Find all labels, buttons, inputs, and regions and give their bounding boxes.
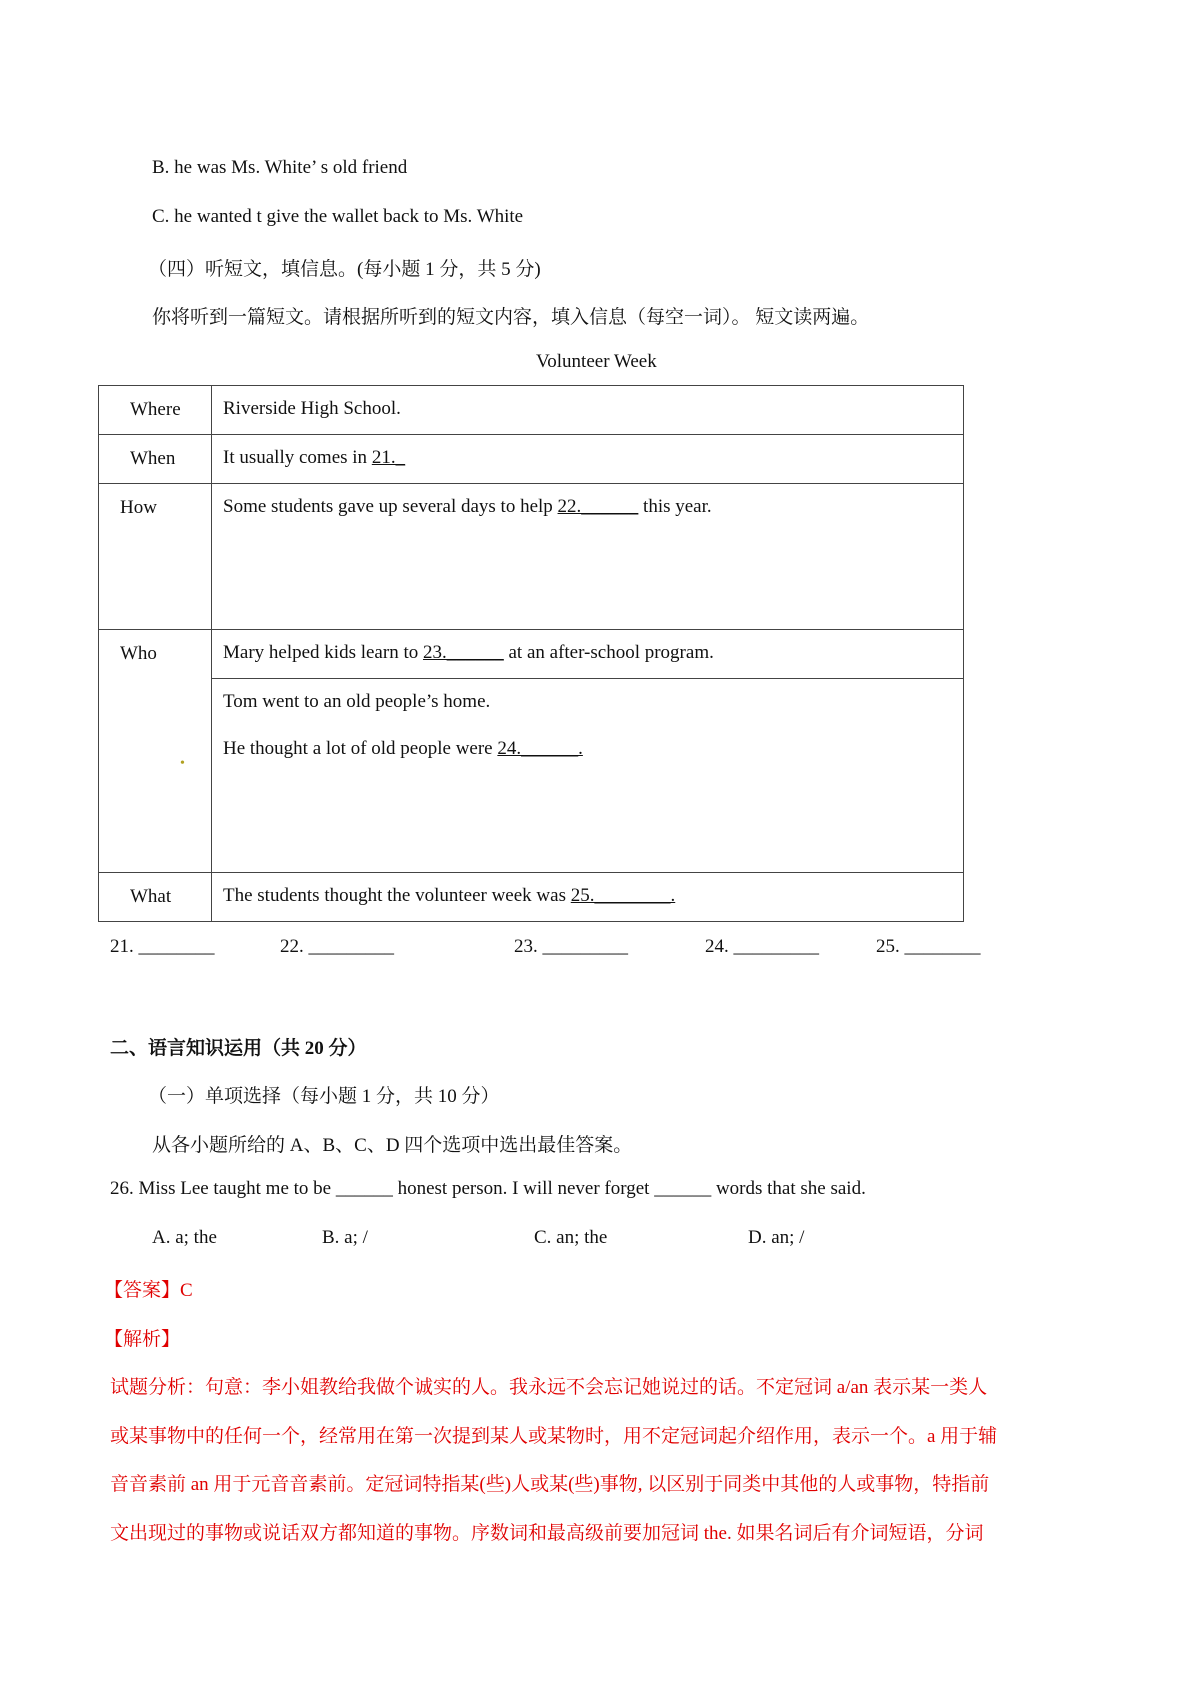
- row-what: [99, 873, 964, 922]
- who-line-2: Tom went to an old people’s home.: [223, 691, 491, 712]
- blank-21[interactable]: 21._: [371, 447, 406, 468]
- row-label: What: [130, 886, 172, 907]
- option-b: B. he was Ms. White’ s old friend: [152, 157, 408, 178]
- answer-blank-24[interactable]: 24. _________: [705, 936, 819, 957]
- q26-option-d: D. an; /: [748, 1227, 805, 1248]
- analysis-line: 试题分析：句意：李小姐教给我做个诚实的人。我永远不会忘记她说过的话。不定冠词 a/an 表示某一类人: [110, 1377, 988, 1398]
- content-cell: [212, 630, 964, 679]
- blank-25[interactable]: 25.________.: [570, 885, 676, 906]
- row-how: [99, 484, 964, 630]
- content-cell: [212, 679, 964, 873]
- blank-23[interactable]: 23.______: [422, 642, 504, 663]
- answer-label: 【答案】C: [104, 1280, 193, 1301]
- analysis-line: 音音素前 an 用于元音音素前。定冠词特指某(些)人或某(些)事物, 以区别于同类中其他的人或事物，特指前: [110, 1474, 990, 1495]
- row-label: Where: [130, 399, 181, 420]
- section2-subheading: （一）单项选择（每小题 1 分，共 10 分）: [148, 1086, 500, 1107]
- blank-22[interactable]: 22.______: [557, 496, 639, 517]
- row-who: [99, 630, 964, 679]
- stray-dot: •: [180, 756, 185, 771]
- row-label: How: [120, 497, 157, 518]
- who-text-after: at an after-school program.: [503, 642, 714, 663]
- analysis-line: 文出现过的事物或说话双方都知道的事物。序数词和最高级前要加冠词 the. 如果名词后有介词短语，分词: [110, 1523, 984, 1544]
- answer-blank-23[interactable]: 23. _________: [514, 936, 628, 957]
- q26-option-b: B. a; /: [322, 1227, 368, 1248]
- label-cell: [99, 484, 212, 630]
- section2-instruction: 从各小题所给的 A、B、C、D 四个选项中选出最佳答案。: [152, 1135, 633, 1156]
- info-table: [98, 385, 964, 922]
- what-text: The students thought the volunteer week was: [223, 885, 571, 906]
- answer-blank-22[interactable]: 22. _________: [280, 936, 394, 957]
- section2-heading: 二、语言知识运用（共 20 分）: [110, 1038, 367, 1059]
- who-line-3-text: He thought a lot of old people were: [223, 738, 498, 759]
- content-cell: [212, 873, 964, 922]
- content-cell: [212, 386, 964, 435]
- section4-instruction: 你将听到一篇短文。请根据所听到的短文内容，填入信息（每空一词）。 短文读两遍。: [152, 307, 870, 328]
- how-text: Some students gave up several days to help: [223, 496, 558, 517]
- answer-blank-25[interactable]: 25. ________: [876, 936, 981, 957]
- q26-stem: 26. Miss Lee taught me to be ______ honest person. I will never forget ______ words that she said.: [110, 1178, 866, 1199]
- row-when: [99, 435, 964, 484]
- where-text: Riverside High School.: [223, 398, 401, 419]
- how-text-after: this year.: [638, 496, 712, 517]
- analysis-line: 或某事物中的任何一个，经常用在第一次提到某人或某物时，用不定冠词起介绍作用，表示一个。a 用于辅: [110, 1426, 998, 1447]
- section4-heading: （四）听短文，填信息。(每小题 1 分，共 5 分): [148, 259, 541, 280]
- q26-option-a: A. a; the: [152, 1227, 217, 1248]
- when-text: It usually comes in: [223, 447, 372, 468]
- row-who-2: [99, 679, 964, 873]
- q26-option-c: C. an; the: [534, 1227, 608, 1248]
- analysis-label: 【解析】: [104, 1329, 181, 1350]
- option-c: C. he wanted t give the wallet back to Ms. White: [152, 206, 524, 227]
- label-cell: [99, 386, 212, 435]
- answer-blank-21[interactable]: 21. ________: [110, 936, 215, 957]
- who-line-3: [223, 738, 963, 760]
- row-label: Who: [120, 643, 157, 664]
- content-cell: [212, 484, 964, 630]
- table-title: Volunteer Week: [536, 351, 657, 372]
- label-cell: [99, 435, 212, 484]
- who-text: Mary helped kids learn to: [223, 642, 423, 663]
- blank-24[interactable]: 24.______.: [497, 738, 583, 759]
- content-cell: [212, 435, 964, 484]
- label-cell: [99, 873, 212, 922]
- row-label: When: [130, 448, 176, 469]
- row-where: [99, 386, 964, 435]
- label-cell: [99, 630, 212, 873]
